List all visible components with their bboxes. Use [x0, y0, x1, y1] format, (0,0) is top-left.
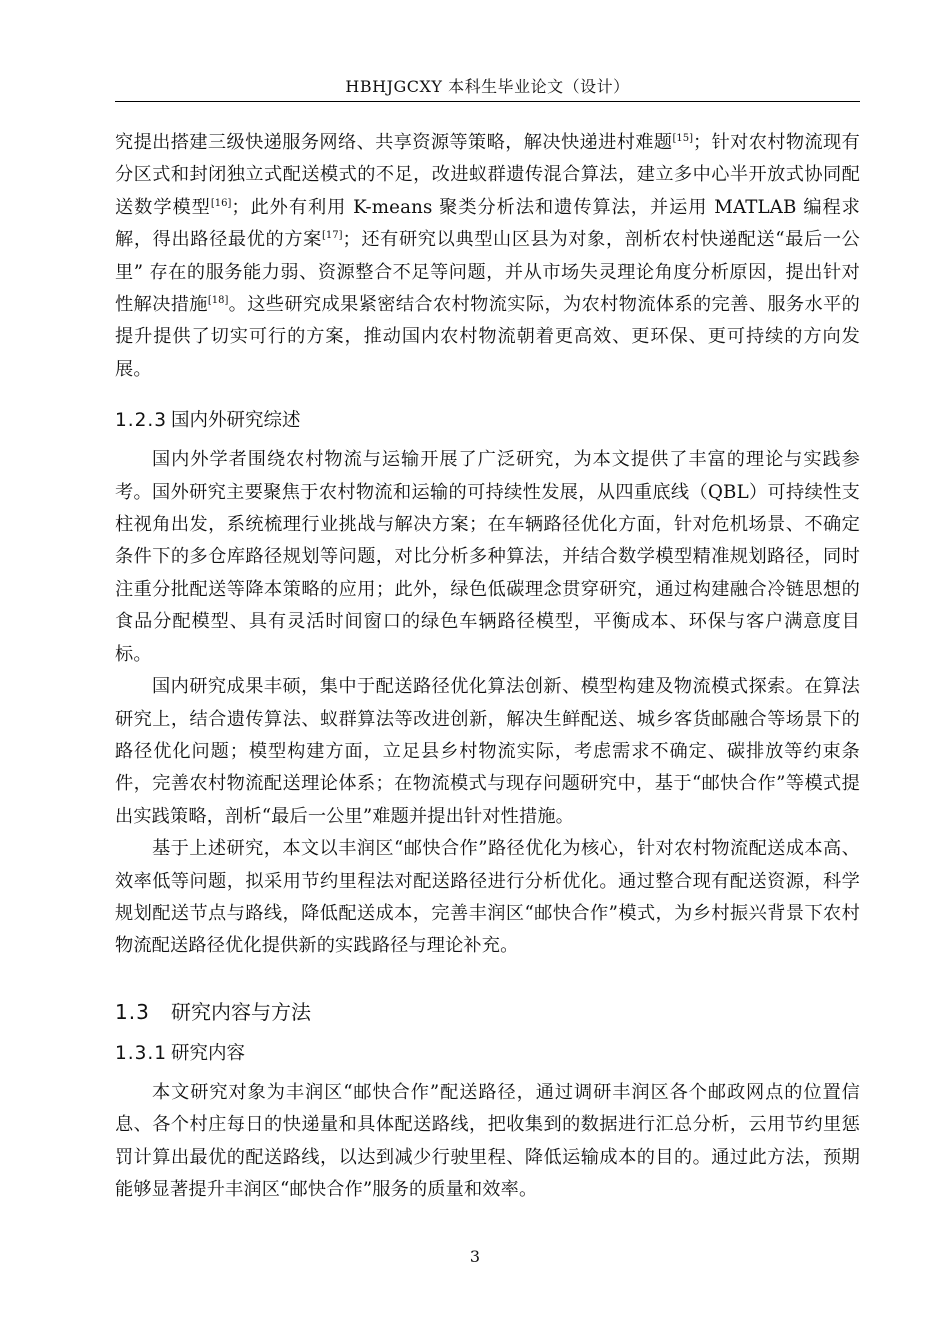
text-run: ；还有研究以典型山区县为对象，剖析农村快递配送“最后一公里” 存在的服务能力弱、资源整合不足等问题，并从市场失灵理论角度分析原因，提出针对性解决措施	[115, 229, 860, 316]
paragraph: 基于上述研究，本文以丰润区“邮快合作”路径优化为核心，针对农村物流配送成本高、效率低等问题，拟采用节约里程法对配送路径进行分析优化。通过整合现有配送资源，科学规划配送节点与路线，降低配送成本，完善丰润区“邮快合作”模式，为乡村振兴背景下农村物流配送路径优化提供新的实践路径与理论补充。	[115, 838, 860, 957]
section-heading-1-2-3	[115, 408, 860, 434]
page-number: 3	[469, 1247, 481, 1266]
text-run: ；此外有利用 K-means 聚类分析法和遗传算法，并运用 MATLAB 编程求解，得出路径最优的方案	[115, 196, 860, 251]
section-title: 研究内容与方法	[171, 999, 311, 1024]
citation-18: [18]	[207, 295, 229, 307]
section-title: 研究内容	[171, 1042, 246, 1064]
citation-17: [17]	[321, 230, 343, 242]
text-run: 究提出搭建三级快递服务网络、共享资源等策略，解决快递进村难题	[115, 132, 673, 153]
paragraph: 本文研究对象为丰润区“邮快合作”配送路径，通过调研丰润区各个邮政网点的位置信息、各个村庄每日的快递量和具体配送路线，把收集到的数据进行汇总分析，云用节约里惩罚计算出最优的配送路线，以达到减少行驶里程、降低运输成本的目的。通过此方法，预期能够显著提升丰润区“邮快合作”服务的质量和效率。	[115, 1081, 860, 1200]
paragraph-continued	[115, 127, 860, 386]
paragraph: 国内研究成果丰硕，集中于配送路径优化算法创新、模型构建及物流模式探索。在算法研究上，结合遗传算法、蚁群算法等改进创新，解决生鲜配送、城乡客货邮融合等场景下的路径优化问题；模型构建方面，立足县乡村物流实际，考虑需求不确定、碳排放等约束条件，完善农村物流配送理论体系；在物流模式与现存问题研究中，基于“邮快合作”等模式提出实践策略，剖析“最后一公里”难题并提出针对性措施。	[115, 676, 860, 827]
text-run: 。这些研究成果紧密结合农村物流实际，为农村物流体系的完善、服务水平的提升提供了切实可行的方案，推动国内农村物流朝着更高效、更环保、更可持续的方向发展。	[115, 294, 860, 380]
paragraph: 国内外学者围绕农村物流与运输开展了广泛研究，为本文提供了丰富的理论与实践参考。国外研究主要聚焦于农村物流和运输的可持续性发展，从四重底线（QBL）可持续性支柱视角出发，系统梳理行业挑战与解决方案；在车辆路径优化方面，针对危机场景、不确定条件下的多仓库路径规划等问题，对比分析多种算法，并结合数学模型精准规划路径，同时注重分批配送等降本策略的应用；此外，绿色低碳理念贯穿研究，通过构建融合冷链思想的食品分配模型、具有灵活时间窗口的绿色车辆路径模型，平衡成本、环保与客户满意度目标。	[115, 449, 860, 665]
section-number: 1.3.1	[115, 1042, 168, 1064]
citation-15: [15]	[672, 133, 693, 144]
body-text	[115, 127, 860, 1206]
section-number: 1.3	[115, 999, 150, 1024]
section-title: 国内外研究综述	[171, 410, 301, 432]
running-header: HBHJGCXY 本科生毕业论文（设计）	[345, 77, 630, 96]
section-heading-1-3-1	[115, 1041, 860, 1067]
section-heading-1-3	[115, 998, 860, 1026]
section-number: 1.2.3	[115, 410, 168, 432]
text-run: ；针对农村物流现有分区式和封闭独立式配送模式的不足，改进蚁群遗传混合算法，建立多中心半开放式协同配送数学模型	[115, 132, 860, 218]
header-rule	[115, 101, 860, 102]
citation-16: [16]	[210, 197, 232, 209]
